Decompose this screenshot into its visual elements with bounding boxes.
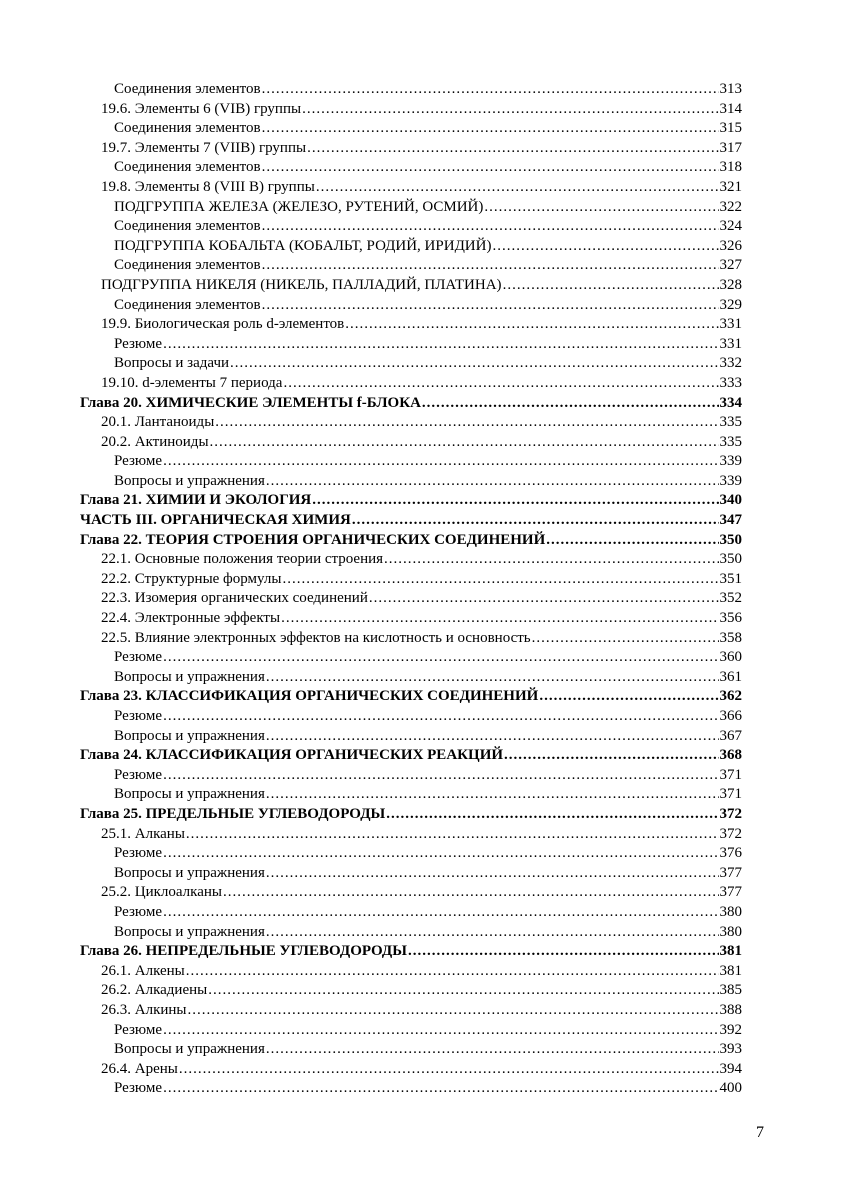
toc-leader-dots bbox=[532, 629, 719, 649]
toc-entry bbox=[80, 942, 742, 962]
toc-leader-dots bbox=[223, 883, 719, 903]
toc-entry-label: Вопросы и задачи bbox=[114, 355, 230, 372]
toc-leader-dots bbox=[188, 1001, 719, 1021]
toc-entry bbox=[80, 1040, 742, 1060]
toc-entry bbox=[80, 237, 742, 257]
toc-entry-page: 315 bbox=[719, 120, 742, 137]
toc-leader-dots bbox=[163, 1079, 718, 1099]
toc-entry bbox=[80, 296, 742, 316]
toc-entry bbox=[80, 511, 742, 531]
toc-leader-dots bbox=[262, 119, 719, 139]
toc-leader-dots bbox=[163, 452, 718, 472]
toc-entry bbox=[80, 629, 742, 649]
toc-entry-page: 371 bbox=[719, 766, 742, 783]
toc-leader-dots bbox=[208, 981, 718, 1001]
toc-entry-label: 22.1. Основные положения теории строения bbox=[101, 551, 384, 568]
toc-leader-dots bbox=[422, 394, 719, 414]
toc-entry-page: 366 bbox=[719, 708, 742, 724]
toc-entry-page: 318 bbox=[719, 159, 742, 176]
toc-entry-label: ПОДГРУППА НИКЕЛЯ (НИКЕЛЬ, ПАЛЛАДИЙ, ПЛАТИНА) bbox=[101, 276, 502, 293]
toc-entry-label: Соединения элементов bbox=[114, 257, 261, 274]
toc-entry-label: Резюме bbox=[114, 335, 163, 352]
toc-entry bbox=[80, 746, 742, 766]
toc-entry bbox=[80, 374, 742, 394]
toc-entry-page: 400 bbox=[719, 1080, 742, 1097]
toc-leader-dots bbox=[384, 550, 718, 570]
toc-entry bbox=[80, 864, 742, 884]
toc-entry bbox=[80, 158, 742, 178]
toc-entry-label: Резюме bbox=[114, 708, 163, 724]
toc-entry bbox=[80, 472, 742, 492]
toc-entry bbox=[80, 707, 742, 727]
toc-entry bbox=[80, 727, 742, 747]
toc-entry bbox=[80, 609, 742, 629]
toc-entry-label: Глава 21. ХИМИИ И ЭКОЛОГИЯ bbox=[80, 492, 312, 509]
toc-entry-label: Резюме bbox=[114, 1080, 163, 1097]
toc-entry-page: 317 bbox=[719, 139, 742, 156]
toc-entry-label: Вопросы и упражнения bbox=[114, 1041, 265, 1058]
toc-entry-page: 314 bbox=[719, 100, 742, 117]
toc-entry bbox=[80, 315, 742, 335]
toc-entry-page: 377 bbox=[719, 884, 742, 901]
toc-leader-dots bbox=[408, 942, 719, 962]
toc-entry bbox=[80, 1060, 742, 1080]
toc-entry-label: 22.4. Электронные эффекты bbox=[101, 610, 281, 627]
toc-entry-page: 340 bbox=[719, 492, 742, 509]
toc-leader-dots bbox=[345, 315, 718, 335]
toc-entry-page: 324 bbox=[719, 218, 742, 235]
toc-entry bbox=[80, 394, 742, 414]
toc-leader-dots bbox=[262, 80, 719, 100]
toc-leader-dots bbox=[163, 1021, 718, 1041]
toc-entry-page: 331 bbox=[719, 335, 742, 352]
toc-entry-label: Резюме bbox=[114, 903, 163, 920]
toc-entry-label: 20.2. Актиноиды bbox=[101, 433, 209, 450]
toc-leader-dots bbox=[163, 648, 718, 668]
toc-entry-label: Вопросы и упражнения bbox=[114, 727, 265, 744]
toc-entry-page: 372 bbox=[719, 805, 742, 822]
toc-entry-page: 372 bbox=[719, 825, 742, 842]
toc-entry bbox=[80, 550, 742, 570]
toc-leader-dots bbox=[266, 785, 719, 805]
toc-entry bbox=[80, 139, 742, 159]
toc-entry-label: 19.10. d-элементы 7 периода bbox=[101, 374, 283, 391]
toc-entry-page: 321 bbox=[719, 178, 742, 195]
toc-entry-label: 19.9. Биологическая роль d-элементов bbox=[101, 316, 345, 333]
toc-entry bbox=[80, 962, 742, 982]
toc-leader-dots bbox=[163, 335, 718, 355]
toc-entry-page: 368 bbox=[719, 747, 742, 764]
toc-entry bbox=[80, 491, 742, 511]
toc-entry-label: 26.1. Алкены bbox=[101, 962, 185, 979]
toc-entry-label: Глава 22. ТЕОРИЯ СТРОЕНИЯ ОРГАНИЧЕСКИХ СОЕДИНЕНИЙ bbox=[80, 531, 546, 548]
toc-leader-dots bbox=[307, 139, 718, 159]
toc-entry bbox=[80, 217, 742, 237]
toc-entry bbox=[80, 354, 742, 374]
toc-entry-page: 326 bbox=[719, 237, 742, 254]
toc-entry-page: 347 bbox=[719, 512, 742, 529]
toc-entry bbox=[80, 80, 742, 100]
toc-entry-label: Соединения элементов bbox=[114, 120, 261, 137]
toc-leader-dots bbox=[283, 374, 718, 394]
toc-entry-label: 22.3. Изомерия органических соединений bbox=[101, 590, 368, 607]
toc-leader-dots bbox=[546, 531, 718, 551]
toc-leader-dots bbox=[539, 687, 718, 707]
toc-entry-label: ЧАСТЬ III. ОРГАНИЧЕСКАЯ ХИМИЯ bbox=[80, 512, 351, 529]
toc-entry-page: 380 bbox=[719, 903, 742, 920]
toc-entry-label: Соединения элементов bbox=[114, 159, 261, 176]
toc-entry-label: Глава 23. КЛАССИФИКАЦИЯ ОРГАНИЧЕСКИХ СОЕДИНЕНИЙ bbox=[80, 688, 539, 705]
toc-entry-label: 26.2. Алкадиены bbox=[101, 982, 208, 999]
toc-entry-page: 356 bbox=[719, 610, 742, 627]
toc-leader-dots bbox=[352, 511, 719, 531]
toc-leader-dots bbox=[266, 472, 719, 492]
toc-entry-page: 385 bbox=[719, 982, 742, 999]
toc-entry bbox=[80, 452, 742, 472]
toc-entry-page: 360 bbox=[719, 649, 742, 666]
toc-entry bbox=[80, 883, 742, 903]
toc-entry-label: ПОДГРУППА КОБАЛЬТА (КОБАЛЬТ, РОДИЙ, ИРИДИЙ) bbox=[114, 237, 492, 254]
toc-entry bbox=[80, 923, 742, 943]
toc-entry bbox=[80, 825, 742, 845]
toc-entry-page: 339 bbox=[719, 472, 742, 489]
toc-leader-dots bbox=[484, 198, 718, 218]
toc-leader-dots bbox=[262, 158, 719, 178]
toc-entry-label: 22.5. Влияние электронных эффектов на кислотность и основность bbox=[101, 629, 531, 646]
toc-entry-label: Вопросы и упражнения bbox=[114, 786, 265, 803]
page-number: 7 bbox=[756, 1124, 764, 1141]
toc-leader-dots bbox=[179, 1060, 719, 1080]
toc-entry-page: 335 bbox=[719, 433, 742, 450]
toc-leader-dots bbox=[266, 864, 719, 884]
toc-entry bbox=[80, 413, 742, 433]
toc-entry-label: Соединения элементов bbox=[114, 296, 261, 313]
toc-entry-label: Глава 25. ПРЕДЕЛЬНЫЕ УГЛЕВОДОРОДЫ bbox=[80, 805, 386, 822]
toc-entry-page: 327 bbox=[719, 257, 742, 274]
toc-entry-page: 394 bbox=[719, 1060, 742, 1077]
toc-entry-page: 313 bbox=[719, 81, 742, 97]
toc-leader-dots bbox=[163, 903, 718, 923]
toc-entry-label: 26.4. Арены bbox=[101, 1060, 178, 1077]
toc-entry-label: 20.1. Лантаноиды bbox=[101, 414, 215, 431]
toc-leader-dots bbox=[266, 668, 719, 688]
toc-entry-page: 322 bbox=[719, 198, 742, 215]
toc-leader-dots bbox=[302, 100, 718, 120]
toc-entry bbox=[80, 335, 742, 355]
toc-entry-page: 388 bbox=[719, 1001, 742, 1018]
toc-entry bbox=[80, 844, 742, 864]
toc-entry-label: ПОДГРУППА ЖЕЛЕЗА (ЖЕЛЕЗО, РУТЕНИЙ, ОСМИЙ) bbox=[114, 198, 484, 215]
toc-leader-dots bbox=[215, 413, 718, 433]
toc-entry-label: Глава 26. НЕПРЕДЕЛЬНЫЕ УГЛЕВОДОРОДЫ bbox=[80, 943, 407, 960]
toc-leader-dots bbox=[281, 609, 718, 629]
toc-entry-label: 22.2. Структурные формулы bbox=[101, 570, 282, 587]
toc-entry bbox=[80, 1001, 742, 1021]
toc-leader-dots bbox=[266, 923, 719, 943]
toc-entry-page: 392 bbox=[719, 1021, 742, 1038]
toc-entry bbox=[80, 276, 742, 296]
toc-entry-label: Резюме bbox=[114, 453, 163, 470]
toc-entry bbox=[80, 668, 742, 688]
toc-leader-dots bbox=[163, 844, 718, 864]
toc-entry bbox=[80, 119, 742, 139]
toc-entry bbox=[80, 1079, 742, 1099]
toc-leader-dots bbox=[186, 962, 719, 982]
toc-leader-dots bbox=[266, 727, 719, 747]
toc-leader-dots bbox=[312, 491, 718, 511]
toc-leader-dots bbox=[492, 237, 718, 257]
toc-entry-page: 376 bbox=[719, 845, 742, 862]
toc-entry-page: 381 bbox=[719, 943, 742, 960]
toc-entry-page: 358 bbox=[719, 629, 742, 646]
toc-leader-dots bbox=[504, 746, 718, 766]
toc-entry-label: Резюме bbox=[114, 1021, 163, 1038]
toc-leader-dots bbox=[262, 217, 719, 237]
toc-leader-dots bbox=[262, 256, 719, 276]
toc-leader-dots bbox=[262, 296, 719, 316]
toc-entry bbox=[80, 531, 742, 551]
toc-entry-page: 371 bbox=[719, 786, 742, 803]
toc-entry-page: 350 bbox=[719, 531, 742, 548]
toc-entry-label: Глава 20. ХИМИЧЕСКИЕ ЭЛЕМЕНТЫ f-БЛОКА bbox=[80, 394, 421, 411]
toc-entry-label: 26.3. Алкины bbox=[101, 1001, 187, 1018]
toc-entry-label: Вопросы и упражнения bbox=[114, 668, 265, 685]
toc-leader-dots bbox=[386, 805, 718, 825]
toc-entry-page: 351 bbox=[719, 570, 742, 587]
toc-entry-page: 339 bbox=[719, 453, 742, 470]
toc-entry bbox=[80, 178, 742, 198]
toc-entry-page: 377 bbox=[719, 864, 742, 881]
toc-entry-label: Вопросы и упражнения bbox=[114, 923, 265, 940]
toc-entry-label: Вопросы и упражнения bbox=[114, 864, 265, 881]
toc-entry bbox=[80, 589, 742, 609]
toc-entry bbox=[80, 981, 742, 1001]
toc-leader-dots bbox=[163, 707, 718, 727]
toc-entry-label: 25.2. Циклоалканы bbox=[101, 884, 222, 901]
toc-entry bbox=[80, 256, 742, 276]
toc-entry bbox=[80, 198, 742, 218]
toc-leader-dots bbox=[503, 276, 719, 296]
toc-entry-page: 381 bbox=[719, 962, 742, 979]
toc-entry bbox=[80, 766, 742, 786]
toc-entry bbox=[80, 433, 742, 453]
toc-entry bbox=[80, 570, 742, 590]
toc-entry bbox=[80, 687, 742, 707]
toc-entry-label: Соединения элементов bbox=[114, 218, 261, 235]
toc-entry-label: Глава 24. КЛАССИФИКАЦИЯ ОРГАНИЧЕСКИХ РЕАКЦИЙ bbox=[80, 747, 504, 764]
toc-entry-label: Резюме bbox=[114, 649, 163, 666]
toc-entry-label: 25.1. Алканы bbox=[101, 825, 185, 842]
toc-entry bbox=[80, 903, 742, 923]
toc-entry-page: 328 bbox=[719, 276, 742, 293]
toc-entry-page: 333 bbox=[719, 374, 742, 391]
toc-entry-page: 393 bbox=[719, 1041, 742, 1058]
toc-entry-label: Резюме bbox=[114, 845, 163, 862]
toc-entry-label: 19.6. Элементы 6 (VIB) группы bbox=[101, 100, 302, 117]
toc-entry-page: 352 bbox=[719, 590, 742, 607]
toc-entry-page: 350 bbox=[719, 551, 742, 568]
toc-leader-dots bbox=[369, 589, 719, 609]
toc-entry-page: 367 bbox=[719, 727, 742, 744]
toc-leader-dots bbox=[163, 766, 718, 786]
toc-entry-page: 334 bbox=[719, 394, 742, 411]
toc-entry-page: 380 bbox=[719, 923, 742, 940]
toc-leader-dots bbox=[266, 1040, 719, 1060]
toc-entry-page: 332 bbox=[719, 355, 742, 372]
toc-entry-label: 19.8. Элементы 8 (VIII B) группы bbox=[101, 178, 315, 195]
toc-entry-page: 331 bbox=[719, 316, 742, 333]
toc-leader-dots bbox=[210, 433, 719, 453]
toc-leader-dots bbox=[282, 570, 718, 590]
toc-entry bbox=[80, 805, 742, 825]
toc-entry bbox=[80, 1021, 742, 1041]
toc-entry-page: 362 bbox=[719, 688, 742, 705]
toc-entry-label: Соединения элементов bbox=[114, 81, 261, 97]
toc-entry-page: 361 bbox=[719, 668, 742, 685]
table-of-contents bbox=[80, 80, 742, 1099]
toc-entry-label: Резюме bbox=[114, 766, 163, 783]
toc-entry-page: 329 bbox=[719, 296, 742, 313]
toc-entry bbox=[80, 785, 742, 805]
toc-leader-dots bbox=[186, 825, 719, 845]
toc-entry bbox=[80, 100, 742, 120]
toc-entry-page: 335 bbox=[719, 414, 742, 431]
toc-entry bbox=[80, 648, 742, 668]
toc-leader-dots bbox=[316, 178, 719, 198]
toc-entry-label: 19.7. Элементы 7 (VIIB) группы bbox=[101, 139, 307, 156]
toc-entry-label: Вопросы и упражнения bbox=[114, 472, 265, 489]
toc-leader-dots bbox=[230, 354, 718, 374]
